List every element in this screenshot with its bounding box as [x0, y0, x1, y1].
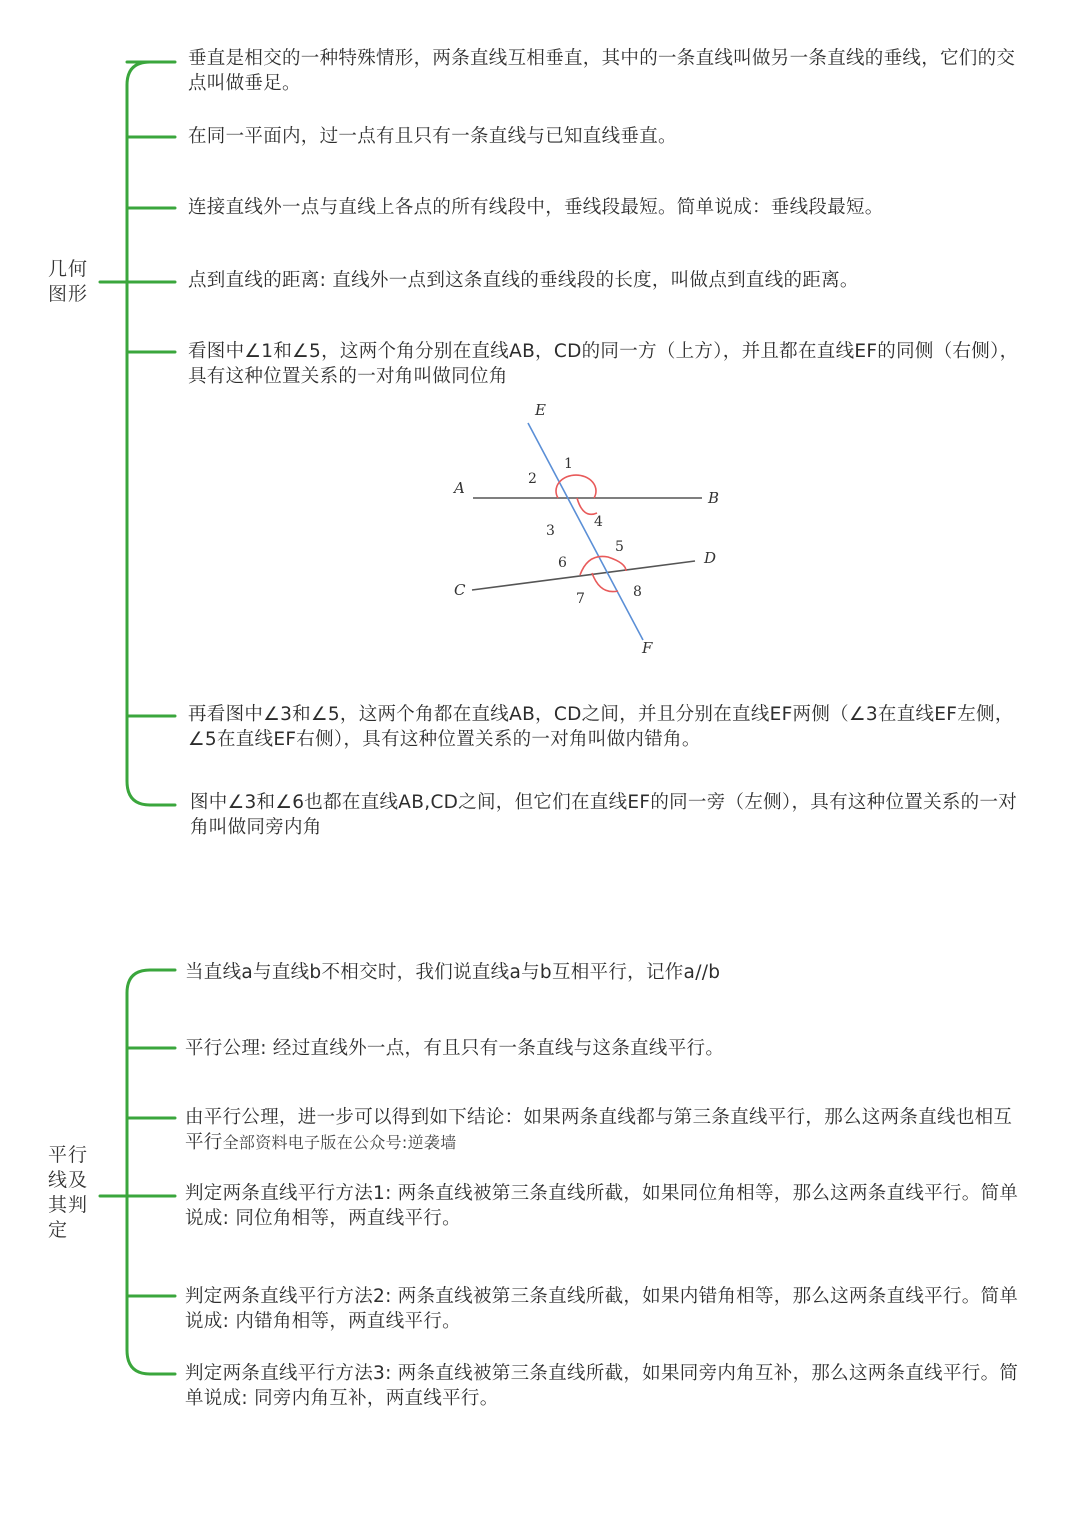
arc-angle-4 — [577, 498, 597, 514]
point-c-label: C — [454, 581, 466, 599]
line-cd — [472, 561, 695, 590]
transversal-figure — [440, 395, 740, 660]
angle-2-label: 2 — [528, 471, 537, 487]
angle-5-label: 5 — [615, 539, 624, 555]
branch-spine-2 — [127, 970, 175, 1374]
angle-6-label: 6 — [558, 555, 567, 571]
node-point-line-distance: 点到直线的距离: 直线外一点到这条直线的垂线段的长度，叫做点到直线的距离。 — [188, 270, 859, 291]
angle-1-label: 1 — [564, 456, 573, 472]
watermark-text: 全部资料电子版在公众号:逆袭墙 — [222, 1133, 457, 1152]
node-perpendicular-uniqueness: 在同一平面内，过一点有且只有一条直线与已知直线垂直。 — [188, 126, 677, 147]
angle-8-label: 8 — [633, 584, 642, 600]
point-b-label: B — [708, 489, 720, 507]
node-parallel-method-1: 判定两条直线平行方法1: 两条直线被第三条直线所截，如果同位角相等，那么这两条直线平行。简单说成: 同位角相等，两直线平行。 — [185, 1183, 1019, 1229]
node-same-side-interior-angles: 图中∠3和∠6也都在直线AB,CD之间，但它们在直线EF的同一旁（左侧），具有这种位置关系的一对角叫做同旁内角 — [190, 792, 1018, 838]
root-geometry-figures: 几何 图形 — [48, 258, 89, 305]
point-d-label: D — [704, 549, 717, 567]
root-parallel-lines: 平行 线及 其判 定 — [48, 1144, 89, 1241]
node-corresponding-angles: 看图中∠1和∠5，这两个角分别在直线AB，CD的同一方（上方），并且都在直线EF的同侧（右侧），具有这种位置关系的一对角叫做同位角 — [188, 341, 1019, 387]
node-parallel-method-2: 判定两条直线平行方法2: 两条直线被第三条直线所截，如果内错角相等，那么这两条直线平行。简单说成: 内错角相等，两直线平行。 — [185, 1286, 1019, 1332]
point-f-label: F — [642, 639, 653, 657]
node-parallel-corollary-text: 由平行公理，进一步可以得到如下结论：如果两条直线都与第三条直线平行，那么这两条直线也相互平行 — [185, 1107, 1013, 1153]
branch-spine-1 — [127, 62, 150, 805]
node-parallel-method-3: 判定两条直线平行方法3: 两条直线被第三条直线所截，如果同旁内角互补，那么这两条直线平行。简单说成: 同旁内角互补，两直线平行。 — [185, 1363, 1019, 1409]
node-alternate-interior-angles: 再看图中∠3和∠5，这两个角都在直线AB，CD之间，并且分别在直线EF两侧（∠3在直线EF左侧，∠5在直线EF右侧），具有这种位置关系的一对角叫做内错角。 — [188, 704, 1014, 750]
node-perpendicular-definition: 垂直是相交的一种特殊情形，两条直线互相垂直，其中的一条直线叫做另一条直线的垂线，它们的交点叫做垂足。 — [188, 48, 1016, 94]
angle-7-label: 7 — [576, 591, 585, 607]
arc-angle-7-8 — [592, 573, 618, 592]
point-e-label: E — [535, 401, 546, 419]
node-parallel-definition: 当直线a与直线b不相交时，我们说直线a与b互相平行，记作a//b — [185, 962, 721, 983]
node-shortest-segment: 连接直线外一点与直线上各点的所有线段中，垂线段最短。简单说成：垂线段最短。 — [188, 197, 884, 218]
node-parallel-axiom: 平行公理: 经过直线外一点，有且只有一条直线与这条直线平行。 — [185, 1038, 725, 1059]
angle-3-label: 3 — [546, 523, 555, 539]
angle-4-label: 4 — [594, 514, 603, 530]
point-a-label: A — [454, 479, 465, 497]
node-parallel-corollary — [185, 1105, 1030, 1155]
